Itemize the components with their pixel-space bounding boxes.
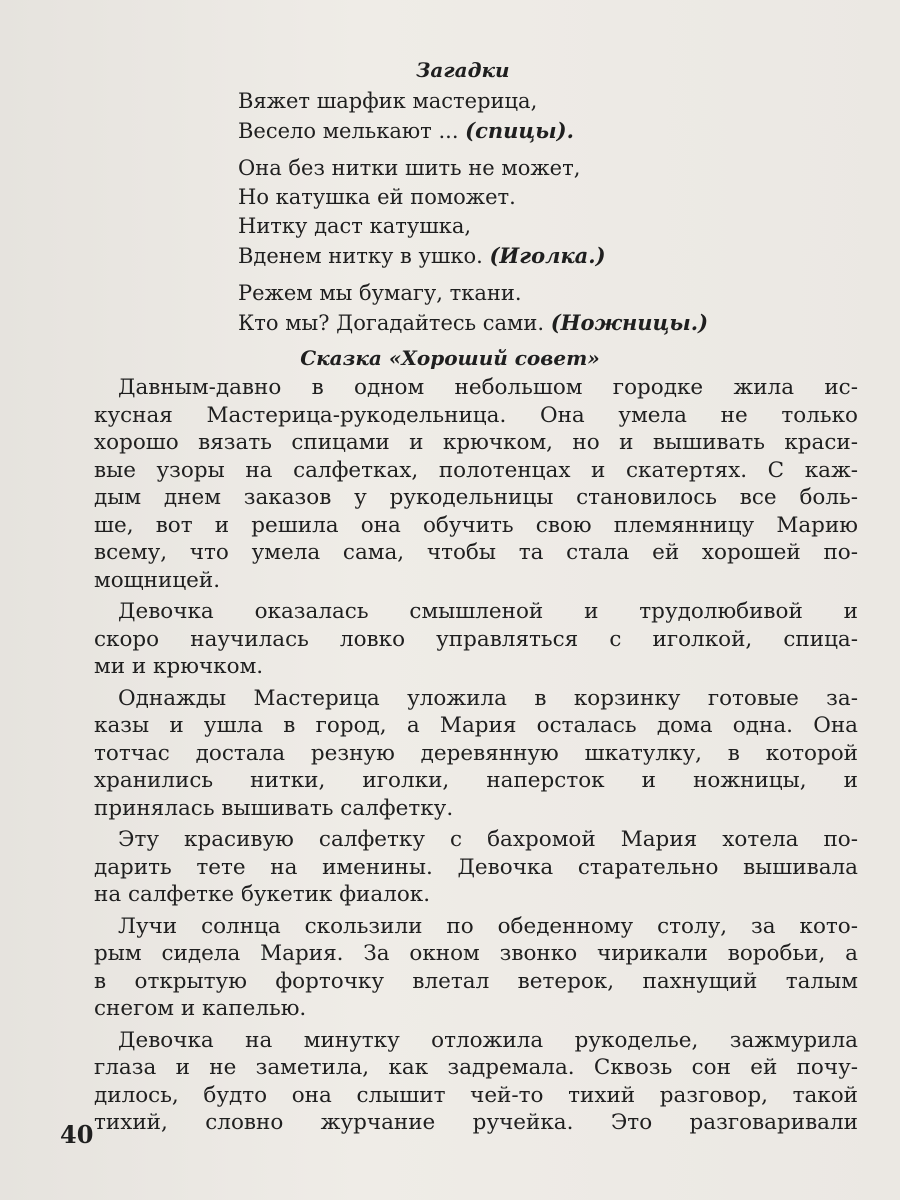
text-line: Эту красивую салфетку с бахромой Мария хотела по-: [118, 827, 858, 852]
story-paragraph: [94, 1027, 858, 1137]
riddle-line: Нитку даст катушка,: [238, 214, 472, 238]
text-line: всему, что умела сама, чтобы та стала ей хорошей по-: [94, 540, 858, 565]
riddle-line: Она без нитки шить не может,: [238, 156, 581, 180]
text-line: мощницей.: [94, 567, 221, 593]
riddle-line: Режем мы бумагу, ткани.: [238, 281, 522, 305]
text-line: Лучи солнца скользили по обеденному столу, за кото-: [118, 913, 858, 939]
text-line: снегом и капелью.: [94, 996, 307, 1021]
text-line: Однажды Мастерица уложила в корзинку готовые за-: [118, 685, 858, 711]
riddle-stanza: [238, 279, 858, 338]
text-line: принялась вышивать салфетку.: [94, 795, 454, 821]
text-line: Девочка на минутку отложила рукоделье, зажмурила: [118, 1027, 858, 1053]
story-paragraph: [94, 826, 858, 909]
story-paragraph: [94, 598, 858, 681]
riddle-line: [238, 241, 858, 271]
text-line: Давным-давно в одном небольшом городке жила ис-: [118, 375, 858, 400]
riddle-line: Вяжет шарфик мастерица,: [238, 89, 538, 113]
riddle-stanza: [238, 87, 858, 146]
text-line: вые узоры на салфетках, полотенцах и скатертях. С каж-: [94, 457, 858, 483]
story-paragraph: [94, 685, 858, 823]
story-paragraph: [94, 913, 858, 1023]
story-title: Сказка «Хороший совет»: [300, 346, 600, 370]
text-line: хранились нитки, иголки, наперсток и ножницы, и: [94, 768, 858, 793]
text-line: хорошо вязать спицами и крючком, но и вышивать краси-: [94, 430, 858, 455]
text-line: казы и ушла в город, а Мария осталась дома одна. Она: [94, 713, 858, 738]
riddle-line: [238, 116, 858, 146]
text-line: ше, вот и решила она обучить свою племянницу Марию: [94, 512, 858, 538]
riddle-line-text: Весело мелькают ...: [238, 119, 466, 143]
riddle-line-text: Кто мы? Догадайтесь сами.: [238, 311, 551, 335]
riddle-line: Но катушка ей поможет.: [238, 185, 516, 209]
text-line: глаза и не заметила, как задремала. Сквозь сон ей почу-: [94, 1055, 858, 1080]
text-line: дым днем заказов у рукодельницы становилось все боль-: [94, 485, 858, 510]
text-line: ми и крючком.: [94, 654, 264, 679]
page-number: 40: [60, 1120, 94, 1149]
text-line: на салфетке букетик фиалок.: [94, 882, 431, 907]
text-line: рым сидела Мария. За окном звонко чирикали воробьи, а: [94, 941, 858, 966]
riddle-line-text: Вденем нитку в ушко.: [238, 244, 490, 268]
text-line: Девочка оказалась смышленой и трудолюбивой и: [118, 599, 858, 624]
riddle-answer: (Ножницы.): [550, 310, 708, 335]
riddles-heading: Загадки: [416, 58, 510, 82]
text-line: дилось, будто она слышит чей-то тихий разговор, такой: [94, 1082, 858, 1108]
text-line: тотчас достала резную деревянную шкатулку, в которой: [94, 740, 858, 766]
text-line: дарить тете на именины. Девочка старательно вышивала: [94, 854, 858, 880]
text-line: в открытую форточку влетал ветерок, пахнущий талым: [94, 968, 858, 994]
riddle-answer: (Иголка.): [489, 243, 606, 268]
text-line: кусная Мастерица-рукодельница. Она умела не только: [94, 402, 858, 428]
text-line: скоро научилась ловко управляться с иголкой, спица-: [94, 626, 858, 652]
story-paragraph: [94, 374, 858, 594]
riddle-answer: (спицы).: [465, 118, 574, 143]
riddle-line: [238, 308, 858, 338]
riddles-section: [238, 56, 858, 346]
story-body: [94, 374, 858, 1141]
riddle-stanza: [238, 154, 858, 271]
text-line: тихий, словно журчание ручейка. Это разговаривали: [94, 1110, 858, 1135]
